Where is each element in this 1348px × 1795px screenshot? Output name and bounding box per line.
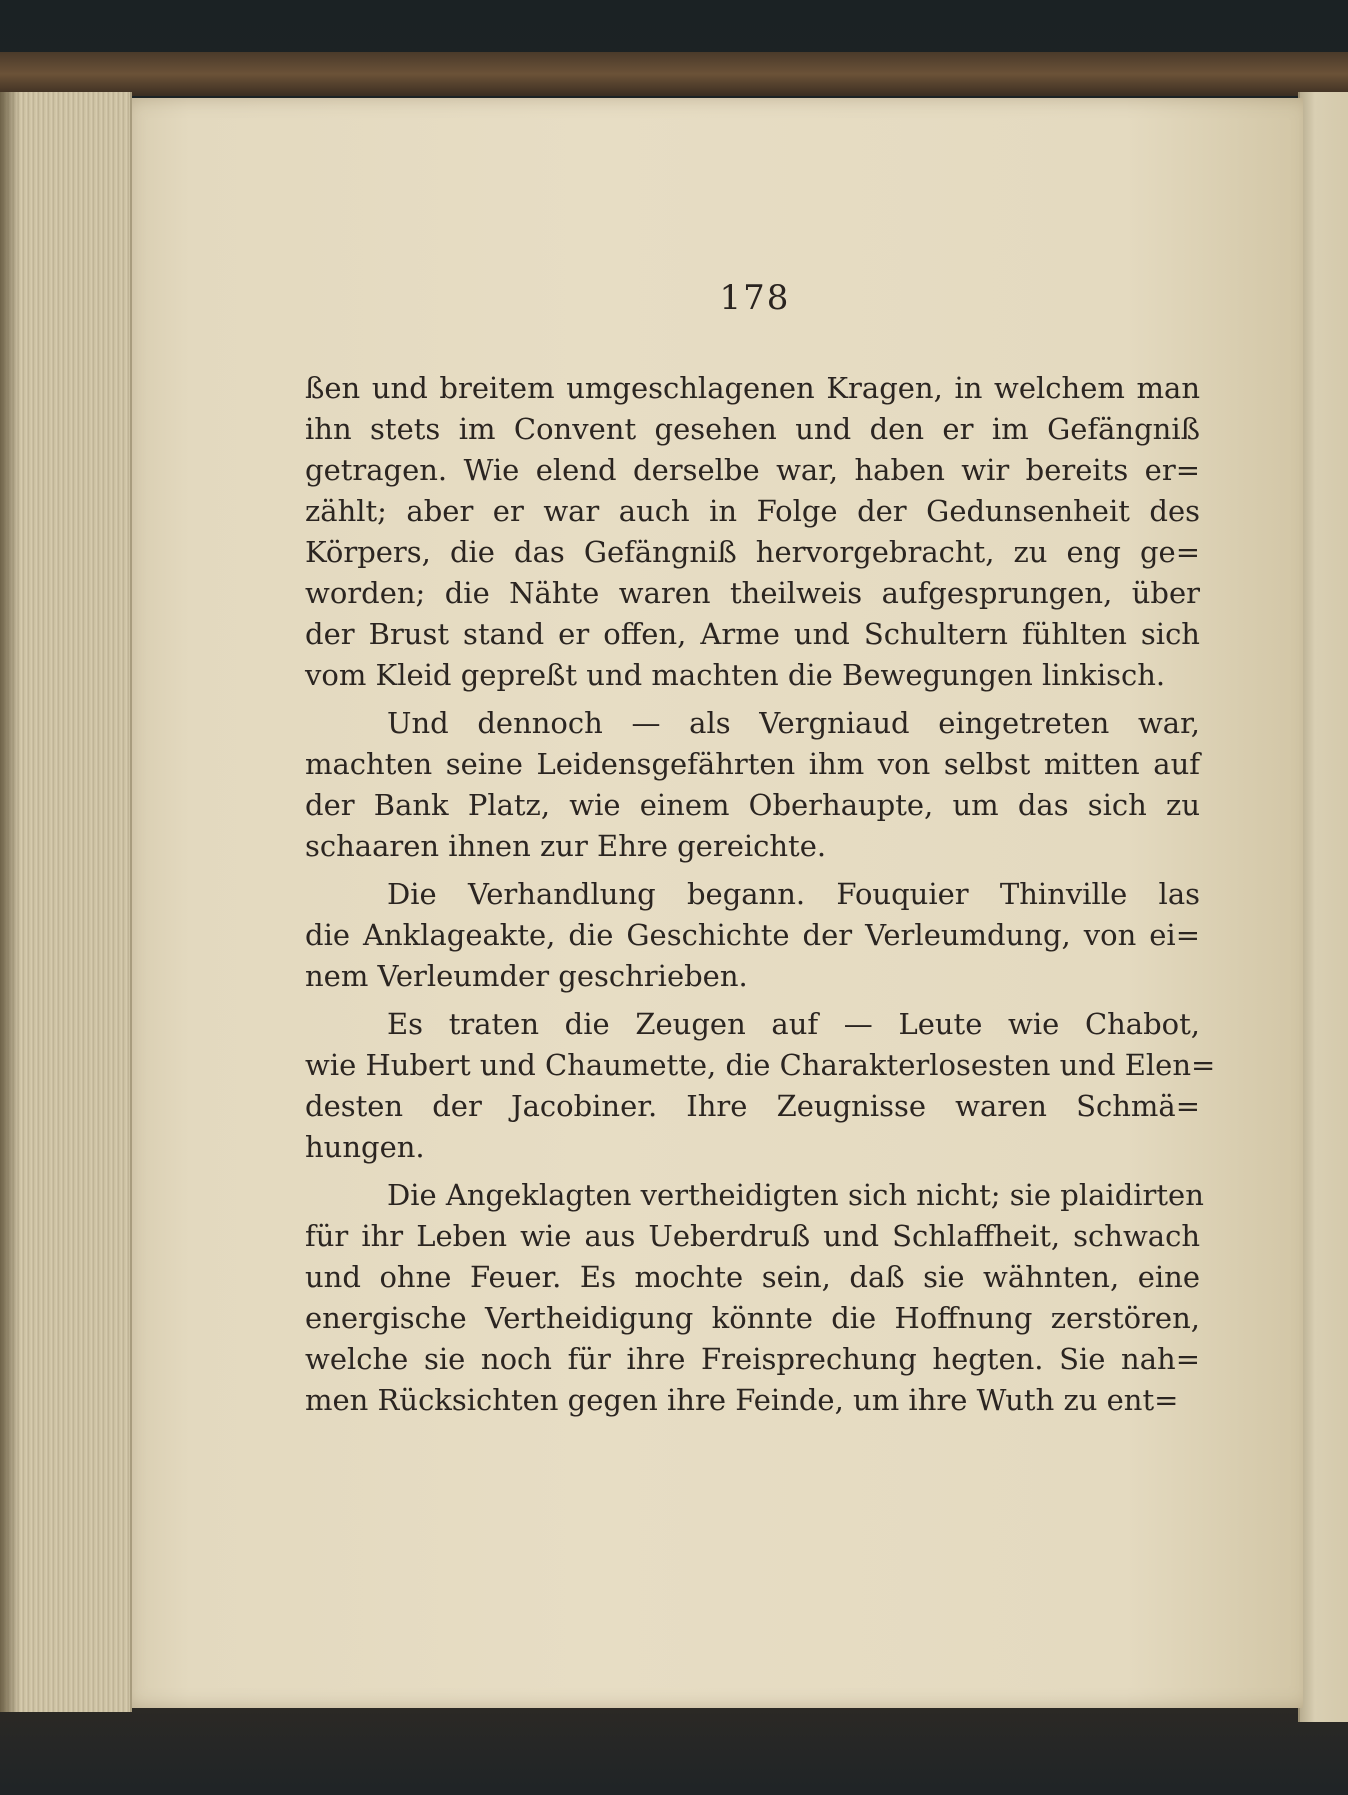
text-line: und ohne Feuer. Es mochte sein, daß sie wähnten, eine <box>305 1260 1200 1294</box>
facing-page-edge <box>1298 92 1348 1722</box>
paragraph <box>305 874 1200 997</box>
body-text <box>305 368 1216 1428</box>
text-line: hungen. <box>305 1130 425 1164</box>
text-line: machten seine Leidensgefährten ihm von selbst mitten auf <box>305 747 1200 781</box>
book-cover-top-edge <box>0 52 1348 96</box>
text-line: schaaren ihnen zur Ehre gereichte. <box>305 829 827 863</box>
text-line: wie Hubert und Chaumette, die Charakterlosesten und Elen= <box>305 1048 1216 1082</box>
text-line: energische Vertheidigung könnte die Hoffnung zerstören, <box>305 1301 1200 1335</box>
text-line: nem Verleumder geschrieben. <box>305 959 748 993</box>
text-line: Es traten die Zeugen auf — Leute wie Chabot, <box>387 1007 1200 1041</box>
paragraph <box>305 368 1200 696</box>
text-line: men Rücksichten gegen ihre Feinde, um ihre Wuth zu ent= <box>305 1383 1179 1417</box>
text-line: vom Kleid gepreßt und machten die Bewegungen linkisch. <box>305 658 1166 692</box>
text-line: für ihr Leben wie aus Ueberdruß und Schlaffheit, schwach <box>305 1219 1200 1253</box>
text-line: Körpers, die das Gefängniß hervorgebracht, zu eng ge= <box>305 535 1200 569</box>
text-line: Und dennoch — als Vergniaud eingetreten war, <box>387 706 1200 740</box>
text-line: ihn stets im Convent gesehen und den er im Gefängniß <box>305 412 1200 446</box>
page-stack-shadow <box>0 92 20 1712</box>
page-number: 178 <box>719 278 791 318</box>
paragraph <box>305 1004 1216 1168</box>
text-line: zählt; aber er war auch in Folge der Gedunsenheit des <box>305 494 1200 528</box>
text-line: ßen und breitem umgeschlagenen Kragen, in welchem man <box>305 371 1200 405</box>
text-line: die Anklageakte, die Geschichte der Verleumdung, von ei= <box>305 918 1200 952</box>
text-line: worden; die Nähte waren theilweis aufgesprungen, über <box>305 576 1200 610</box>
text-line: getragen. Wie elend derselbe war, haben wir bereits er= <box>305 453 1200 487</box>
paragraph <box>305 703 1200 867</box>
text-line: welche sie noch für ihre Freisprechung hegten. Sie nah= <box>305 1342 1200 1376</box>
text-line: der Bank Platz, wie einem Oberhaupte, um das sich zu <box>305 788 1200 822</box>
text-line: der Brust stand er offen, Arme und Schultern fühlten sich <box>305 617 1200 651</box>
text-line: Die Angeklagten vertheidigten sich nicht; sie plaidirten <box>387 1178 1204 1212</box>
paragraph <box>305 1175 1204 1421</box>
text-line: desten der Jacobiner. Ihre Zeugnisse waren Schmä= <box>305 1089 1200 1123</box>
text-line: Die Verhandlung begann. Fouquier Thinville las <box>387 877 1200 911</box>
